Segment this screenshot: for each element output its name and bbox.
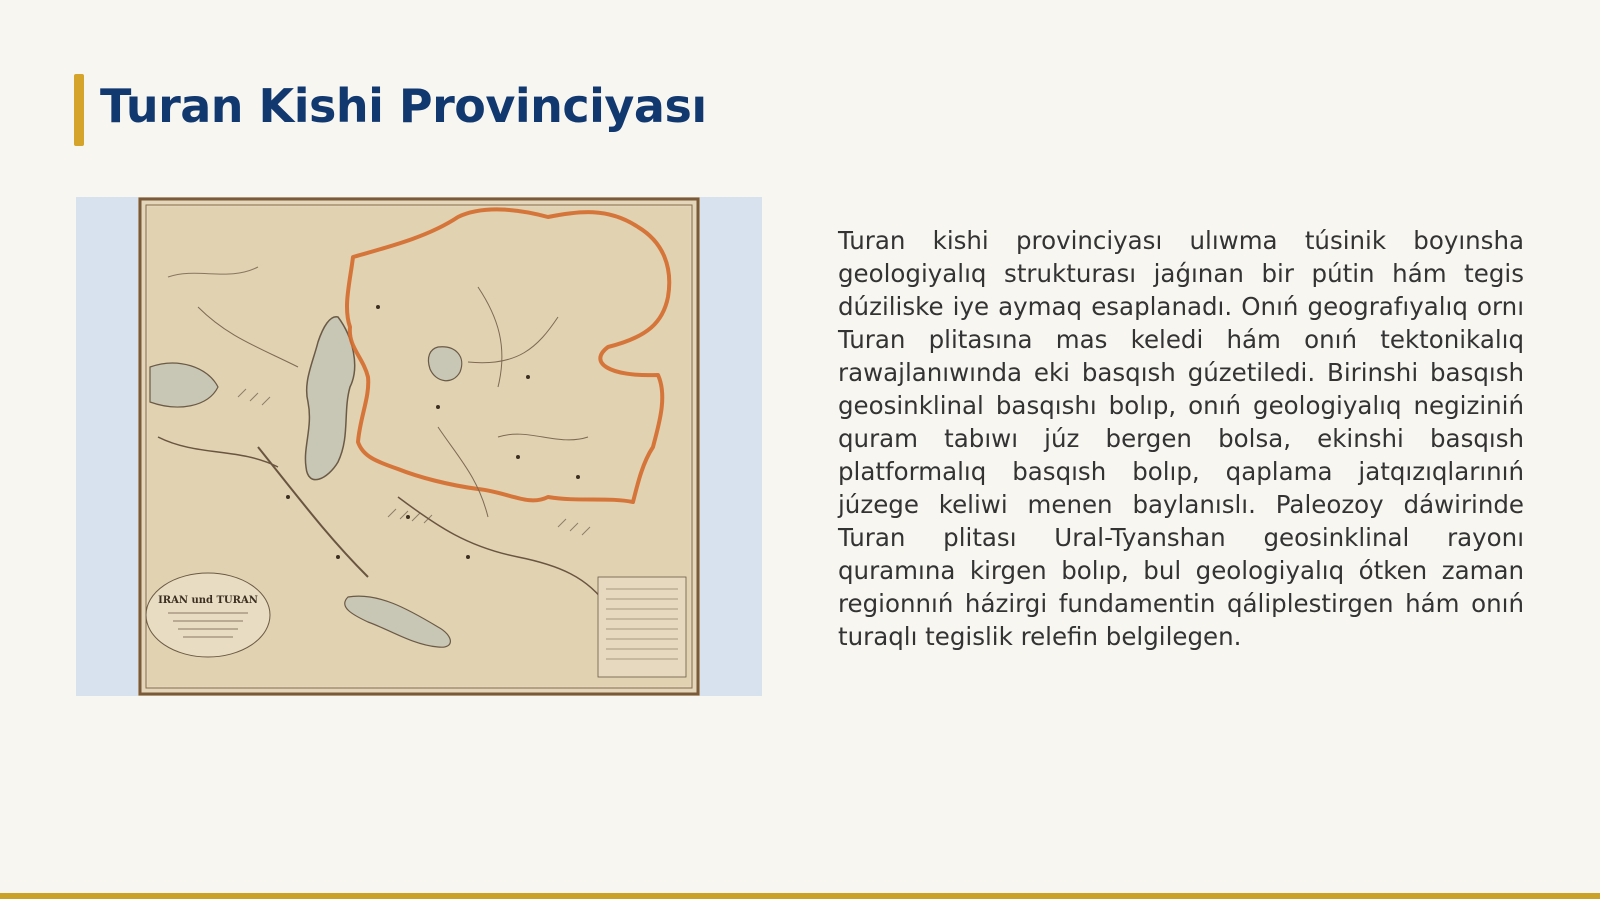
bottom-accent-line bbox=[0, 893, 1600, 899]
title-accent-bar bbox=[74, 74, 84, 146]
slide-title: Turan Kishi Provinciyası bbox=[100, 79, 707, 133]
historical-map-image bbox=[138, 197, 700, 696]
cartouche-title: IRAN und TURAN bbox=[158, 595, 258, 606]
slide-body-text: Turan kishi provinciyası ulıwma túsinik boyınsha geologiyalıq strukturası jaǵınan bir pútin hám tegis dúziliske iye aymaq esaplanadı. Onıń geografıyalıq ornı Turan plitasına mas keledi hám onıń tektonikalıq rawajlanıwında eki basqısh gúzetiledi. Birinshi basqısh geosinklinal basqıshı bolıp, onıń geologiyalıq negiziniń quram tabıwı júz bergen bolsa, ekinshi basqısh platformalıq basqısh bolıp, qaplama jatqızıqlarınıń júzege keliwi menen baylanıslı. Paleozoy dáwirinde Turan plitası Ural-Tyanshan geosinklinal rayonı quramına kirgen bolıp, bul geologiyalıq ótken zaman regionnıń házirgi fundamentin qáliplestirgen hám onıń turaqlı tegislik relefin belgilegen. bbox=[838, 226, 1524, 651]
map-cartouche bbox=[146, 573, 270, 657]
map-image-panel bbox=[76, 197, 762, 696]
